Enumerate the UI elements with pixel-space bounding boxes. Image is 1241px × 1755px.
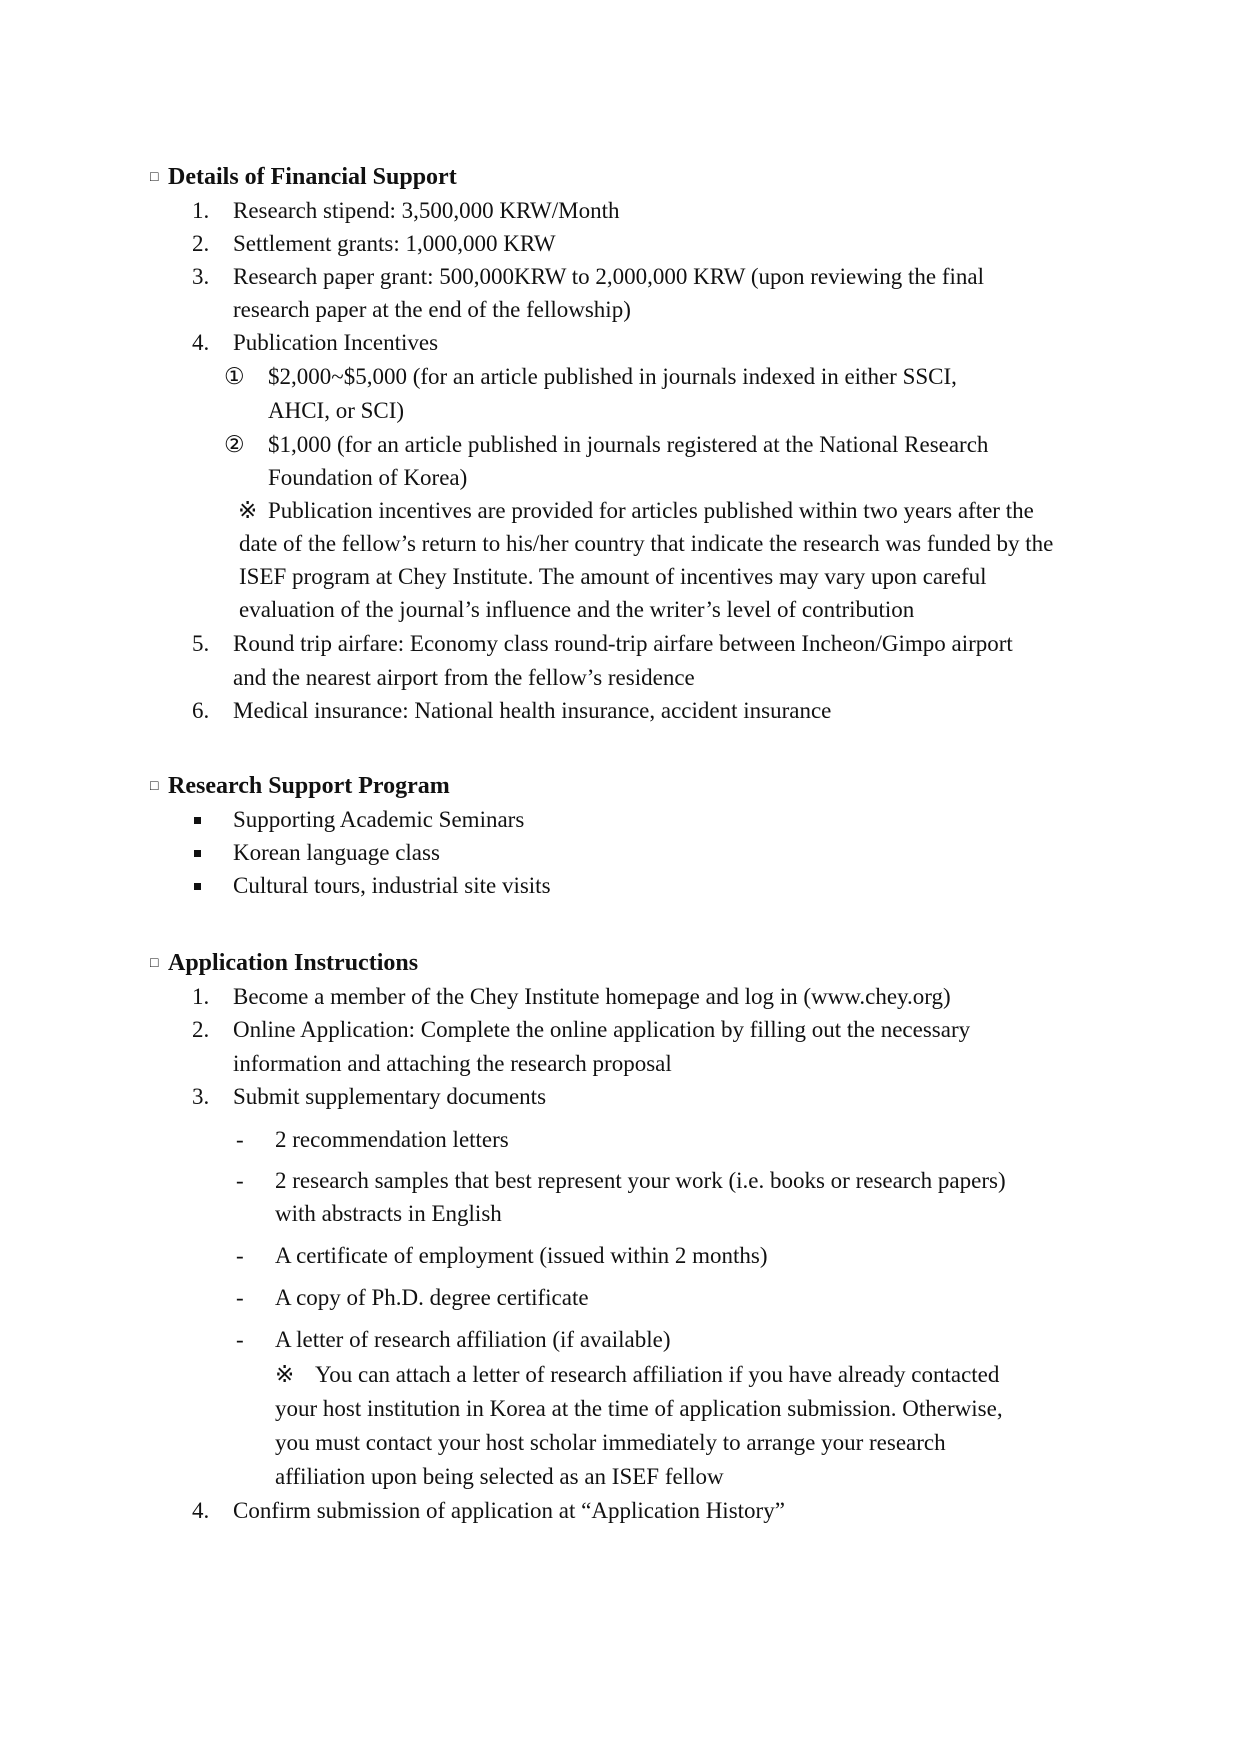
sub-item-text: 2 research samples that best represent your work (i.e. books or research papers) [275, 1168, 1006, 1193]
section-heading: Application Instructions [168, 950, 419, 976]
note-text-continued: date of the fellow’s return to his/her country that indicate the research was funded by the [239, 531, 1054, 556]
note-text: You can attach a letter of research affiliation if you have already contacted [315, 1362, 1000, 1387]
dash-bullet-icon: - [236, 1127, 244, 1152]
square-bullet-icon [194, 883, 201, 890]
square-bullet-icon [194, 817, 201, 824]
list-item-text: Submit supplementary documents [233, 1084, 547, 1109]
list-number: 6. [192, 698, 210, 723]
checkbox-square-icon: □ [150, 779, 159, 794]
sub-item-text: $1,000 (for an article published in journals registered at the National Research [268, 432, 989, 457]
list-item-text-continued: and the nearest airport from the fellow’s residence [233, 665, 695, 690]
list-item-text: Settlement grants: 1,000,000 KRW [233, 231, 556, 256]
list-number: 5. [192, 631, 210, 656]
list-item-text: Publication Incentives [233, 330, 439, 355]
note-text-continued: evaluation of the journal’s influence and the writer’s level of contribution [239, 597, 915, 622]
square-bullet-icon [194, 850, 201, 857]
list-number: 2. [192, 231, 210, 256]
sub-item-text: 2 recommendation letters [275, 1127, 509, 1152]
checkbox-square-icon: □ [150, 170, 159, 185]
sub-item-text-continued: with abstracts in English [275, 1201, 502, 1226]
reference-mark-icon: ※ [238, 498, 258, 523]
sub-item-text: A certificate of employment (issued within 2 months) [275, 1243, 768, 1268]
list-number: 3. [192, 1084, 210, 1109]
sub-item-text-continued: AHCI, or SCI) [268, 398, 405, 423]
list-item-text: Become a member of the Chey Institute homepage and log in (www.chey.org) [233, 984, 951, 1009]
bullet-item-text: Korean language class [233, 840, 440, 865]
list-item-text: Round trip airfare: Economy class round-trip airfare between Incheon/Gimpo airport [233, 631, 1013, 656]
list-number: 4. [192, 1498, 210, 1523]
checkbox-square-icon: □ [150, 956, 159, 971]
dash-bullet-icon: - [236, 1243, 244, 1268]
note-text-continued: affiliation upon being selected as an ISEF fellow [275, 1464, 724, 1489]
bullet-item-text: Cultural tours, industrial site visits [233, 873, 551, 898]
list-number: 1. [192, 984, 210, 1009]
note-text-continued: your host institution in Korea at the time of application submission. Otherwise, [275, 1396, 1003, 1421]
list-number: 1. [192, 198, 210, 223]
list-item-text: Medical insurance: National health insurance, accident insurance [233, 698, 832, 723]
list-number: 3. [192, 264, 210, 289]
sub-item-text: A copy of Ph.D. degree certificate [275, 1285, 589, 1310]
list-item-text-continued: research paper at the end of the fellowship) [233, 297, 631, 322]
note-text-continued: you must contact your host scholar immediately to arrange your research [275, 1430, 946, 1455]
list-item-text: Confirm submission of application at “Application History” [233, 1498, 785, 1523]
sub-item-text: A letter of research affiliation (if available) [275, 1327, 671, 1352]
sub-item-text: $2,000~$5,000 (for an article published in journals indexed in either SSCI, [268, 364, 957, 389]
list-number: 2. [192, 1017, 210, 1042]
list-number: 4. [192, 330, 210, 355]
note-text: Publication incentives are provided for articles published within two years after the [268, 498, 1034, 523]
list-item-text: Research stipend: 3,500,000 KRW/Month [233, 198, 620, 223]
section-heading: Research Support Program [168, 773, 450, 799]
list-item-text-continued: information and attaching the research proposal [233, 1051, 672, 1076]
dash-bullet-icon: - [236, 1168, 244, 1193]
circled-one-icon: ① [224, 364, 245, 389]
circled-two-icon: ② [224, 432, 245, 457]
note-text-continued: ISEF program at Chey Institute. The amount of incentives may vary upon careful [239, 564, 987, 589]
dash-bullet-icon: - [236, 1285, 244, 1310]
reference-mark-icon: ※ [275, 1362, 295, 1387]
sub-item-text-continued: Foundation of Korea) [268, 465, 468, 490]
list-item-text: Online Application: Complete the online application by filling out the necessary [233, 1017, 971, 1042]
dash-bullet-icon: - [236, 1327, 244, 1352]
list-item-text: Research paper grant: 500,000KRW to 2,000,000 KRW (upon reviewing the final [233, 264, 984, 289]
bullet-item-text: Supporting Academic Seminars [233, 807, 525, 832]
section-heading: Details of Financial Support [168, 164, 457, 190]
